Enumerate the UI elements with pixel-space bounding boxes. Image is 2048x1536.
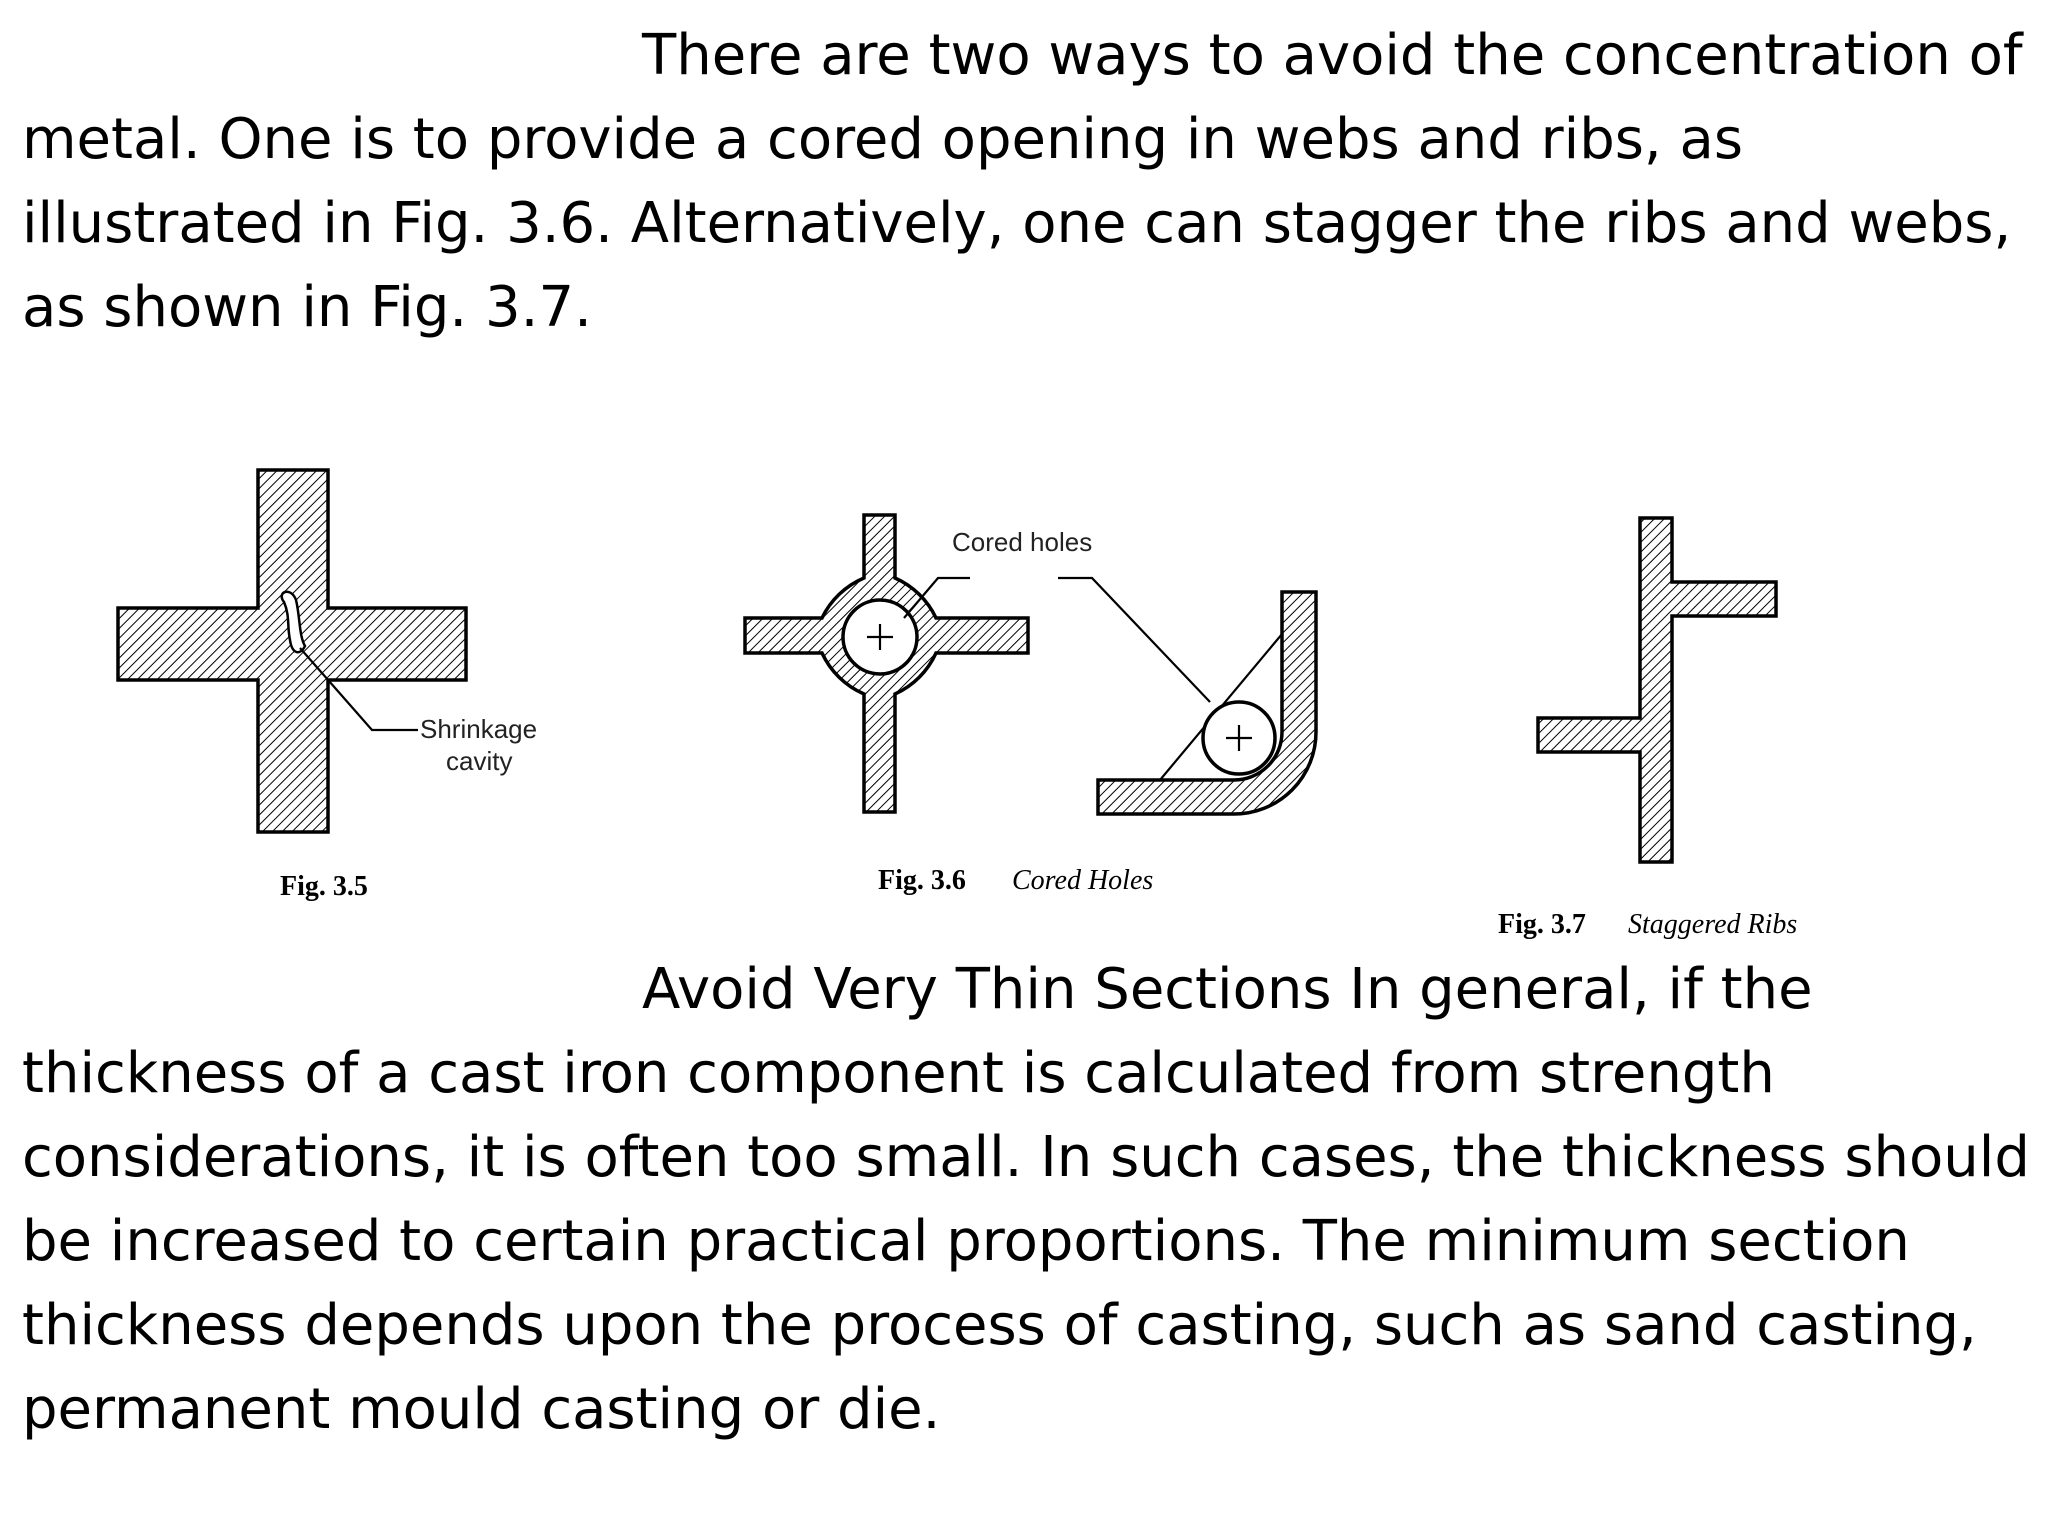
fig-3-7-staggered-ribs-diagram (1498, 518, 1797, 940)
second-paragraph-text: Avoid Very Thin Sections In general, if the thickness of a cast iron component is calculated from strength considerations, it is often too small. In such cases, the thickness should be increased to certain practical proportions. The minimum section thickness depends upon the process of casting, such as sand casting, permanent mould casting or die. (22, 957, 2030, 1442)
intro-paragraph (22, 14, 2032, 350)
fig-3-6-cored-holes-diagram (745, 515, 1316, 896)
fig-3-5-callout-line1: Shrinkage (420, 714, 538, 744)
intro-paragraph-text: There are two ways to avoid the concentration of metal. One is to provide a cored opening in webs and ribs, as illustrated in Fig. 3.6. Alternatively, one can stagger the ribs and webs, as shown in Fig. 3.7. (22, 23, 2023, 340)
fig-3-7-label: Fig. 3.7 (1498, 909, 1586, 940)
fig-3-5-label: Fig. 3.5 (280, 871, 368, 902)
fig-3-6-label: Fig. 3.6 (878, 865, 966, 896)
figures-panel (0, 440, 2048, 960)
fig-3-5-callout-line2: cavity (446, 746, 513, 776)
second-paragraph (22, 948, 2032, 1452)
fig-3-7-title: Staggered Ribs (1628, 909, 1798, 940)
fig-3-6-callout: Cored holes (952, 527, 1093, 557)
fig-3-6-title: Cored Holes (1012, 865, 1154, 896)
fig-3-5-cross-diagram (118, 470, 537, 902)
